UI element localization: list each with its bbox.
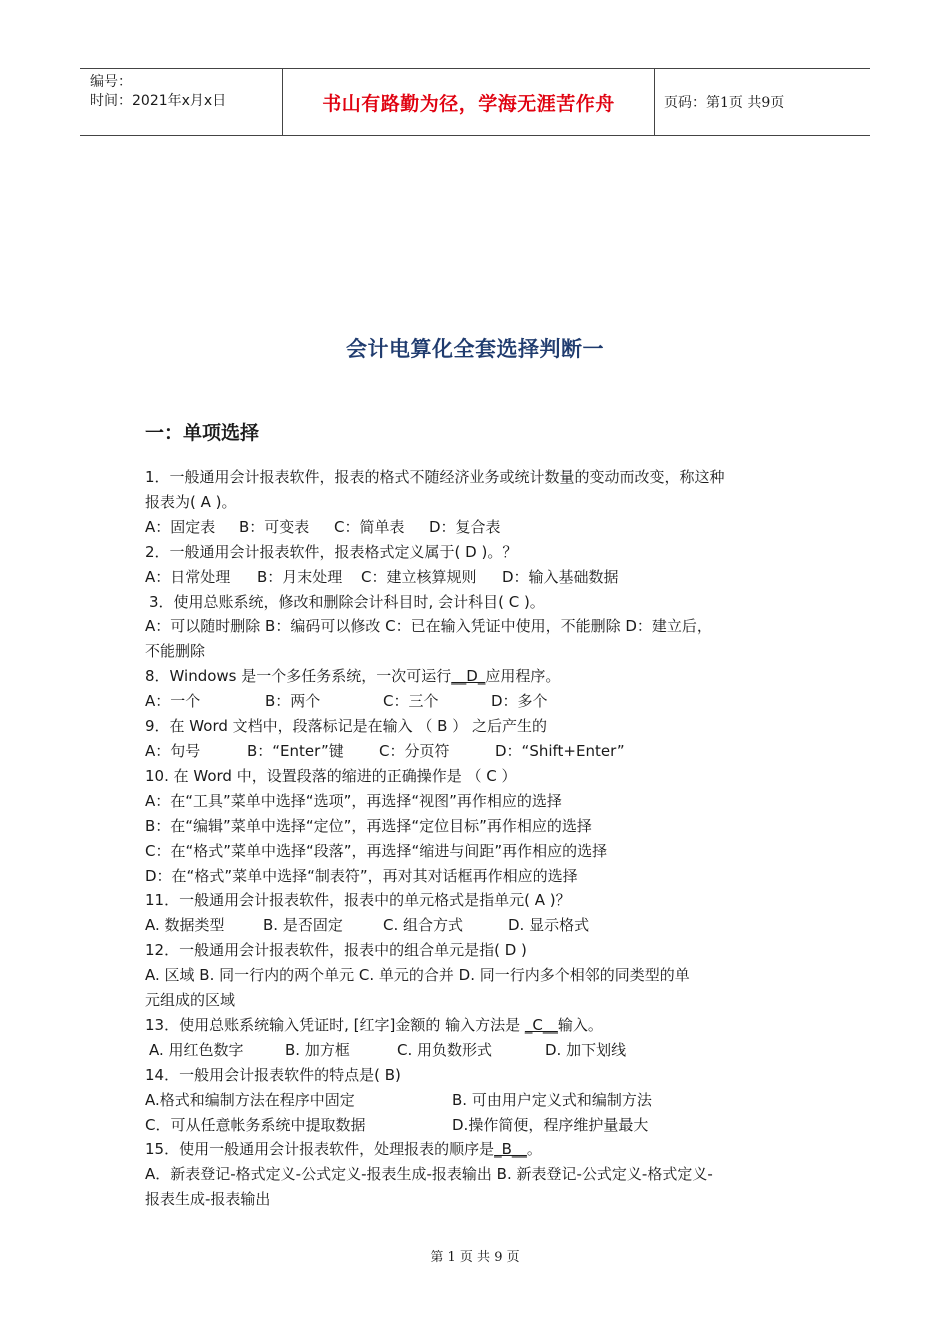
question-options	[145, 1113, 810, 1138]
question-options	[145, 1038, 810, 1063]
answer-blank: _B__	[494, 1140, 527, 1159]
option-b: B. 可由用户定义式和编制方法	[452, 1090, 652, 1109]
question-stem	[145, 1013, 810, 1038]
option-b: B：月末处理	[257, 567, 343, 586]
question-stem: 10. 在 Word 中，设置段落的缩进的正确操作是 （ C ）	[145, 766, 517, 785]
question-options-cont: 不能删除	[145, 642, 206, 661]
option-d: D. 加下划线	[545, 1040, 627, 1059]
question-options	[145, 1088, 810, 1113]
question-options	[145, 565, 810, 590]
header-motto: 书山有路勤为径，学海无涯苦作舟	[282, 69, 655, 135]
option-a: A：句号	[145, 741, 201, 760]
question-stem	[145, 1137, 810, 1162]
stem-text: 13．使用总账系统输入凭证时, [红字]金额的 输入方法是	[145, 1015, 525, 1034]
option-c: C：分页符	[379, 741, 450, 760]
stem-text: 8．Windows 是一个多任务系统，一次可运行	[145, 667, 452, 686]
question-9	[145, 714, 810, 764]
option-b: B：在“编辑”菜单中选择“定位”，再选择“定位目标”再作相应的选择	[145, 816, 592, 835]
option-c: C：在“格式”菜单中选择“段落”，再选择“缩进与间距”再作相应的选择	[145, 841, 608, 860]
question-options	[145, 689, 810, 714]
option-d: D.操作简便，程序维护量最大	[452, 1115, 649, 1134]
question-10	[145, 764, 810, 889]
question-options	[145, 515, 810, 540]
option-d: D. 显示格式	[508, 916, 590, 935]
answer-blank: _C__	[524, 1015, 558, 1034]
question-options	[145, 913, 810, 938]
question-11	[145, 888, 810, 938]
option-c: C．可从任意帐务系统中提取数据	[145, 1115, 366, 1134]
option-c: C：建立核算规则	[361, 567, 477, 586]
question-1	[145, 465, 810, 540]
question-options	[145, 739, 810, 764]
option-a: A.格式和编制方法在程序中固定	[145, 1090, 355, 1109]
option-d: D：“Shift+Enter”	[495, 741, 625, 760]
stem-text: 15．使用一般通用会计报表软件，处理报表的顺序是	[145, 1140, 495, 1159]
option-a: A：固定表	[145, 517, 216, 536]
header-page-info: 页码：第1页 共9页	[664, 95, 785, 111]
question-options-cont: 报表生成-报表输出	[145, 1190, 271, 1209]
question-15	[145, 1137, 810, 1212]
question-8	[145, 664, 810, 714]
question-stem: 1．一般通用会计报表软件，报表的格式不随经济业务或统计数量的变动而改变，称这种	[145, 468, 725, 486]
option-b: B：可变表	[239, 517, 310, 536]
option-a: A. 用红色数字	[149, 1040, 244, 1059]
question-stem: 12．一般通用会计报表软件，报表中的组合单元是指( D )	[145, 941, 527, 960]
document-title: 会计电算化全套选择判断一	[346, 337, 604, 361]
question-stem	[145, 664, 810, 689]
option-c: C. 组合方式	[383, 916, 464, 935]
document-time-label: 时间：2021年x月x日	[90, 93, 227, 109]
question-13	[145, 1013, 810, 1063]
question-stem: 9．在 Word 文档中，段落标记是在输入 （ B ） 之后产生的	[145, 717, 547, 736]
option-a: A. 数据类型	[145, 916, 225, 935]
question-14	[145, 1063, 810, 1138]
option-a: A：在“工具”菜单中选择“选项”，再选择“视图”再作相应的选择	[145, 791, 562, 810]
option-c: C：三个	[383, 692, 439, 711]
question-stem-cont: 报表为( A )。	[145, 492, 237, 511]
question-2	[145, 540, 810, 590]
section-title: 一：单项选择	[145, 422, 260, 444]
option-d: D：输入基础数据	[502, 567, 619, 586]
question-stem: 11．一般通用会计报表软件，报表中的单元格式是指单元( A )？	[145, 891, 571, 910]
question-stem: 14．一般用会计报表软件的特点是( B)	[145, 1065, 401, 1084]
option-b: B. 加方框	[285, 1040, 350, 1059]
question-3	[145, 590, 810, 665]
option-c: C：简单表	[334, 517, 405, 536]
option-d: D：多个	[491, 692, 548, 711]
option-c: C. 用负数形式	[397, 1040, 493, 1059]
option-a: A：日常处理	[145, 567, 231, 586]
header-left-cell	[80, 69, 282, 135]
stem-text-end: 应用程序。	[485, 667, 561, 686]
option-a: A：一个	[145, 692, 201, 711]
option-b: B：两个	[265, 692, 321, 711]
page-footer: 第 1 页 共 9 页	[430, 1250, 520, 1265]
question-options: A. 区域 B. 同一行内的两个单元 C. 单元的合并 D. 同一行内多个相邻的同类型的单	[145, 966, 690, 985]
question-options: A：可以随时删除 B：编码可以修改 C：已在输入凭证中使用，不能删除 D：建立后，	[145, 617, 712, 636]
question-12	[145, 938, 810, 1013]
option-d: D：复合表	[429, 517, 501, 536]
question-options-cont: 元组成的区域	[145, 991, 236, 1010]
option-b: B：“Enter”键	[247, 741, 344, 760]
option-d: D：在“格式”菜单中选择“制表符”，再对其对话框再作相应的选择	[145, 866, 578, 885]
question-options: A．新表登记-格式定义-公式定义-报表生成-报表输出 B. 新表登记-公式定义-格式定义-	[145, 1165, 713, 1184]
answer-blank: __D_	[451, 667, 486, 686]
header-table	[80, 68, 870, 136]
question-stem: 3．使用总账系统，修改和删除会计科目时, 会计科目( C )。	[149, 592, 545, 611]
stem-text-end: 。	[526, 1140, 542, 1159]
stem-text-end: 输入。	[557, 1015, 603, 1034]
document-number-label: 编号：	[90, 74, 132, 90]
option-b: B. 是否固定	[263, 916, 343, 935]
question-stem: 2．一般通用会计报表软件，报表格式定义属于( D )。？	[145, 542, 518, 561]
question-list	[145, 465, 810, 1212]
